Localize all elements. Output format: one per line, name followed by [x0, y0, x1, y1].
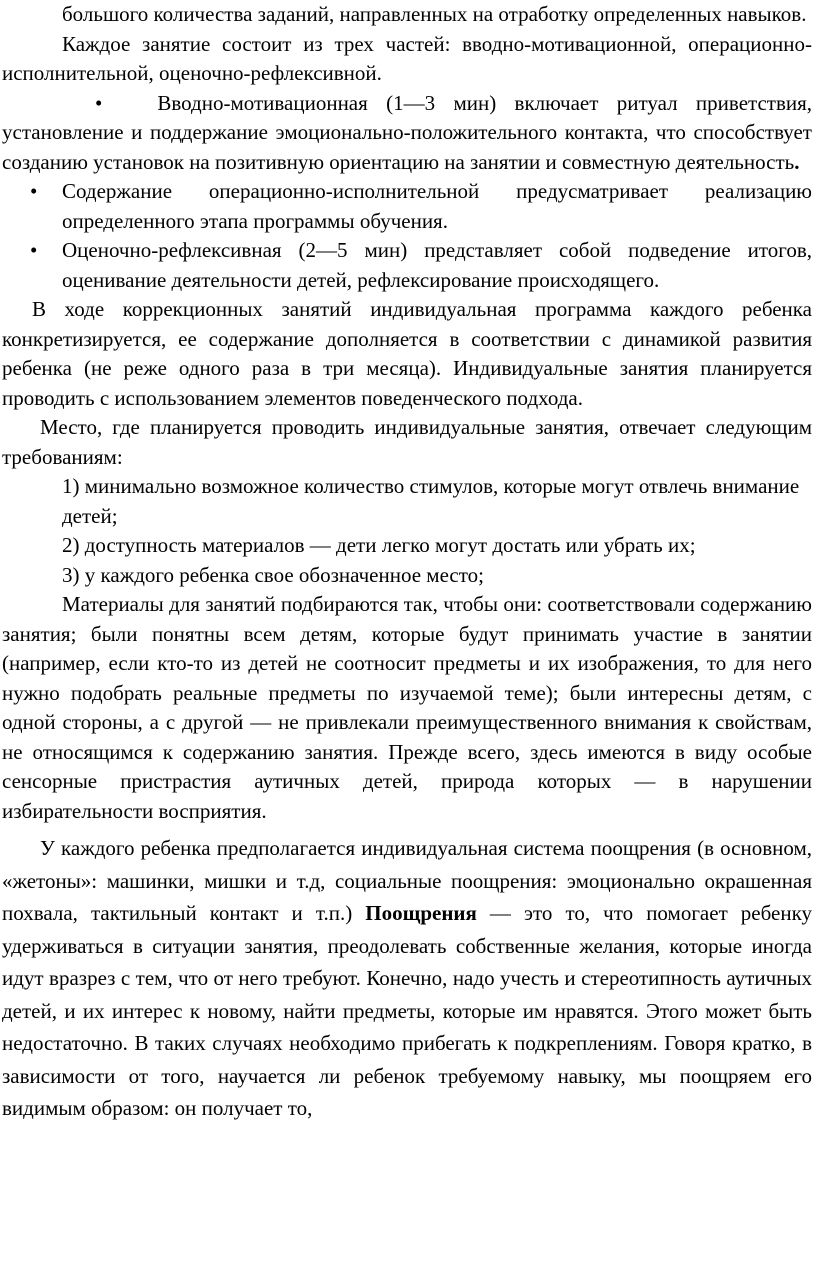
paragraph-rewards-block: [2, 832, 812, 1125]
bullet-intro-motivational: [2, 89, 812, 178]
rewards-text-start: У каждого ребенка предполагается индивидуальная система поощрения (в основном, «жетоны»: машинки, мишки и т.д, социальные поощрения: эмоционально окрашенная похвала, тактильный контакт и т.п.): [2, 836, 812, 925]
bullet-text: Вводно-мотивационная (1—3 мин) включает ритуал приветствия, установление и поддержание эмоционально-положительного контакта, что способствует созданию установок на позитивную ориентацию на занятии и совместную деятельность: [2, 90, 813, 174]
bullet-icon: •: [30, 238, 38, 262]
paragraph-materials: Материалы для занятий подбираются так, чтобы они: соответствовали содержанию занятия; были понятны всем детям, которые будут принимать участие в занятии (например, если кто-то из детей не соотносит предметы и их изображения, то для него нужно подобрать реальные предметы по изучаемой теме); были интересны детям, с одной стороны, а с другой — не привлекали преимущественного внимания к свойствам, не относящимся к содержанию занятия. Прежде всего, здесь имеются в виду особые сенсорные пристрастия аутичных детей, природа которых — в нарушении избирательности восприятия.: [2, 592, 812, 823]
bullet-text: Оценочно-рефлексивная (2—5 мин) представляет собой подведение итогов, оценивание деятельности детей, рефлексирование происходящего.: [62, 238, 812, 292]
bullet-operational: [2, 177, 812, 236]
paragraph-place-requirements: Место, где планируется проводить индивидуальные занятия, отвечает следующим требованиям:: [2, 415, 812, 469]
rewards-bold-term: Поощрения: [365, 901, 477, 925]
bullet-list: [2, 177, 812, 295]
paragraph-lesson-structure: Каждое занятие состоит из трех частей: вводно-мотивационной, операционно-исполнительной, оценочно-рефлексивной.: [2, 31, 812, 85]
rewards-text-end: — это то, что помогает ребенку удерживаться в ситуации занятия, преодолевать собственные желания, которые иногда идут вразрез с тем, что от него требуют. Конечно, надо учесть и стереотипность аутичных детей, и их интерес к новому, найти предметы, которые им нравятся. Этого может быть недостаточно. В таких случаях необходимо прибегать к подкреплениям. Говоря кратко, в зависимости от того, научается ли ребенок требуемому навыку, мы поощряем его видимым образом: он получает то,: [2, 901, 813, 1120]
requirement-item-1: 1) минимально возможное количество стимулов, которые могут отвлечь внимание детей;: [62, 474, 800, 528]
paragraph-correctional-program: В ходе коррекционных занятий индивидуальная программа каждого ребенка конкретизируется, ее содержание дополняется в соответствии с динамикой развития ребенка (не реже одного раза в три месяца). Индивидуальные занятия планируется проводить с использованием элементов поведенческого подхода.: [2, 297, 812, 410]
paragraph-rewards: [2, 832, 812, 1125]
paragraph-intro-continuation: большого количества заданий, направленных на отработку определенных навыков.: [62, 2, 807, 26]
requirement-item-2: 2) доступность материалов — дети легко могут достать или убрать их;: [62, 533, 696, 557]
bullet-icon: •: [30, 179, 38, 203]
bullet-reflexive: [2, 236, 812, 295]
bullet-end-mark: .: [794, 149, 800, 174]
bullet-icon: •: [95, 90, 103, 115]
requirement-item-3: 3) у каждого ребенка свое обозначенное место;: [62, 562, 484, 587]
bullet-text: Содержание операционно-исполнительной предусматривает реализацию определенного этапа программы обучения.: [62, 179, 812, 233]
